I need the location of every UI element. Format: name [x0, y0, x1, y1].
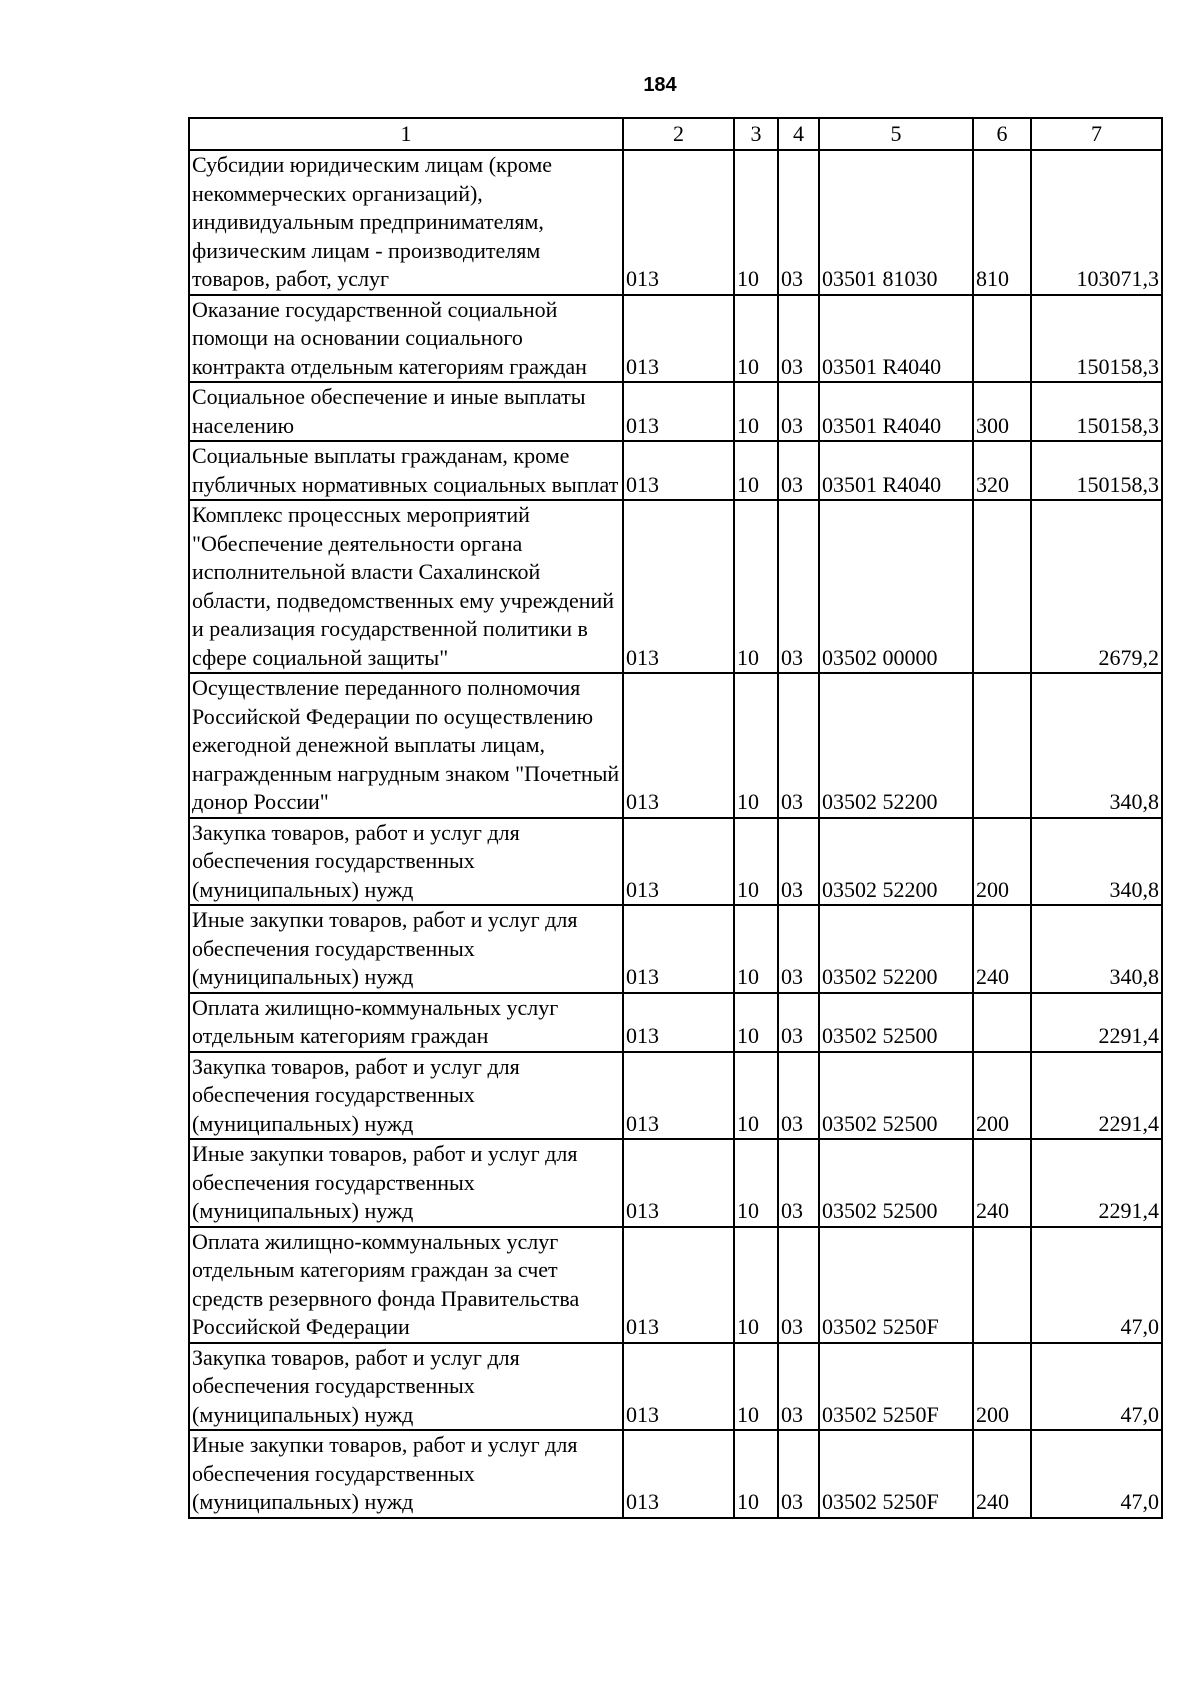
amount-cell: 150158,3 [1031, 295, 1162, 383]
ministry-code-cell: 013 [623, 673, 734, 818]
ministry-code-cell: 013 [623, 500, 734, 673]
expense-type-cell: 240 [973, 905, 1031, 993]
expense-type-cell: 320 [973, 441, 1031, 500]
expense-type-cell: 240 [973, 1139, 1031, 1227]
target-code-cell: 03502 5250F [819, 1227, 973, 1343]
expense-type-cell [973, 295, 1031, 383]
section-code-cell: 10 [734, 1052, 778, 1140]
subsection-code-cell: 03 [778, 500, 819, 673]
ministry-code-cell: 013 [623, 150, 734, 295]
ministry-code-cell: 013 [623, 1343, 734, 1431]
section-code-cell: 10 [734, 1430, 778, 1518]
row-name-cell: Социальное обеспечение и иные выплаты населению [189, 382, 623, 441]
ministry-code-cell: 013 [623, 818, 734, 906]
target-code-cell: 03501 81030 [819, 150, 973, 295]
expense-type-cell: 300 [973, 382, 1031, 441]
section-code-cell: 10 [734, 295, 778, 383]
subsection-code-cell: 03 [778, 905, 819, 993]
subsection-code-cell: 03 [778, 295, 819, 383]
expense-type-cell: 200 [973, 1052, 1031, 1140]
target-code-cell: 03501 R4040 [819, 295, 973, 383]
ministry-code-cell: 013 [623, 1139, 734, 1227]
section-code-cell: 10 [734, 818, 778, 906]
amount-cell: 340,8 [1031, 673, 1162, 818]
ministry-code-cell: 013 [623, 1227, 734, 1343]
target-code-cell: 03502 52500 [819, 1052, 973, 1140]
ministry-code-cell: 013 [623, 905, 734, 993]
row-name-cell: Иные закупки товаров, работ и услуг для обеспечения государственных (муниципальных) нужд [189, 1430, 623, 1518]
amount-cell: 150158,3 [1031, 382, 1162, 441]
expense-type-cell: 240 [973, 1430, 1031, 1518]
table-row [189, 1430, 1162, 1518]
row-name-cell: Закупка товаров, работ и услуг для обеспечения государственных (муниципальных) нужд [189, 1343, 623, 1431]
row-name-cell: Социальные выплаты гражданам, кроме публичных нормативных социальных выплат [189, 441, 623, 500]
section-code-cell: 10 [734, 150, 778, 295]
table-row [189, 818, 1162, 906]
column-header: 4 [778, 118, 819, 150]
ministry-code-cell: 013 [623, 382, 734, 441]
table-row [189, 441, 1162, 500]
row-name-cell: Иные закупки товаров, работ и услуг для обеспечения государственных (муниципальных) нужд [189, 905, 623, 993]
section-code-cell: 10 [734, 993, 778, 1052]
subsection-code-cell: 03 [778, 150, 819, 295]
amount-cell: 103071,3 [1031, 150, 1162, 295]
target-code-cell: 03502 5250F [819, 1343, 973, 1431]
target-code-cell: 03502 52200 [819, 905, 973, 993]
ministry-code-cell: 013 [623, 1430, 734, 1518]
subsection-code-cell: 03 [778, 1343, 819, 1431]
subsection-code-cell: 03 [778, 993, 819, 1052]
target-code-cell: 03502 52200 [819, 818, 973, 906]
ministry-code-cell: 013 [623, 441, 734, 500]
table-row [189, 673, 1162, 818]
ministry-code-cell: 013 [623, 1052, 734, 1140]
table-row [189, 993, 1162, 1052]
expense-type-cell: 200 [973, 1343, 1031, 1431]
row-name-cell: Оплата жилищно-коммунальных услуг отдельным категориям граждан за счет средств резервного фонда Правительства Российской Федерации [189, 1227, 623, 1343]
section-code-cell: 10 [734, 905, 778, 993]
expense-type-cell [973, 500, 1031, 673]
table-row [189, 1139, 1162, 1227]
column-header: 5 [819, 118, 973, 150]
amount-cell: 47,0 [1031, 1430, 1162, 1518]
column-header: 1 [189, 118, 623, 150]
amount-cell: 150158,3 [1031, 441, 1162, 500]
expense-type-cell: 200 [973, 818, 1031, 906]
table-row [189, 295, 1162, 383]
subsection-code-cell: 03 [778, 1430, 819, 1518]
ministry-code-cell: 013 [623, 993, 734, 1052]
amount-cell: 2291,4 [1031, 993, 1162, 1052]
subsection-code-cell: 03 [778, 1227, 819, 1343]
row-name-cell: Закупка товаров, работ и услуг для обеспечения государственных (муниципальных) нужд [189, 1052, 623, 1140]
subsection-code-cell: 03 [778, 1052, 819, 1140]
row-name-cell: Оплата жилищно-коммунальных услуг отдельным категориям граждан [189, 993, 623, 1052]
amount-cell: 47,0 [1031, 1343, 1162, 1431]
amount-cell: 2291,4 [1031, 1052, 1162, 1140]
subsection-code-cell: 03 [778, 818, 819, 906]
table-row [189, 1052, 1162, 1140]
target-code-cell: 03502 52500 [819, 993, 973, 1052]
column-header: 2 [623, 118, 734, 150]
table-row [189, 500, 1162, 673]
section-code-cell: 10 [734, 382, 778, 441]
page-number: 184 [643, 74, 677, 96]
section-code-cell: 10 [734, 1343, 778, 1431]
subsection-code-cell: 03 [778, 382, 819, 441]
target-code-cell: 03502 5250F [819, 1430, 973, 1518]
target-code-cell: 03502 52200 [819, 673, 973, 818]
table-row [189, 1227, 1162, 1343]
row-name-cell: Субсидии юридическим лицам (кроме некоммерческих организаций), индивидуальным предпринимателям, физическим лицам - производителям товаров, работ, услуг [189, 150, 623, 295]
target-code-cell: 03502 52500 [819, 1139, 973, 1227]
row-name-cell: Иные закупки товаров, работ и услуг для обеспечения государственных (муниципальных) нужд [189, 1139, 623, 1227]
section-code-cell: 10 [734, 673, 778, 818]
section-code-cell: 10 [734, 1227, 778, 1343]
row-name-cell: Закупка товаров, работ и услуг для обеспечения государственных (муниципальных) нужд [189, 818, 623, 906]
ministry-code-cell: 013 [623, 295, 734, 383]
row-name-cell: Осуществление переданного полномочия Российской Федерации по осуществлению ежегодной денежной выплаты лицам, награжденным нагрудным знаком "Почетный донор России" [189, 673, 623, 818]
target-code-cell: 03502 00000 [819, 500, 973, 673]
table-row [189, 382, 1162, 441]
row-name-cell: Комплекс процессных мероприятий "Обеспечение деятельности органа исполнительной власти Сахалинской области, подведомственных ему учреждений и реализация государственной политики в сфере социальной защиты" [189, 500, 623, 673]
amount-cell: 340,8 [1031, 905, 1162, 993]
subsection-code-cell: 03 [778, 1139, 819, 1227]
section-code-cell: 10 [734, 1139, 778, 1227]
column-header: 3 [734, 118, 778, 150]
table-row [189, 1343, 1162, 1431]
table-row [189, 150, 1162, 295]
header-row [189, 118, 1162, 150]
budget-table [188, 117, 1163, 1519]
amount-cell: 340,8 [1031, 818, 1162, 906]
expense-type-cell [973, 993, 1031, 1052]
amount-cell: 47,0 [1031, 1227, 1162, 1343]
section-code-cell: 10 [734, 500, 778, 673]
subsection-code-cell: 03 [778, 673, 819, 818]
expense-type-cell [973, 673, 1031, 818]
target-code-cell: 03501 R4040 [819, 382, 973, 441]
table-row [189, 905, 1162, 993]
expense-type-cell [973, 1227, 1031, 1343]
section-code-cell: 10 [734, 441, 778, 500]
column-header: 6 [973, 118, 1031, 150]
amount-cell: 2291,4 [1031, 1139, 1162, 1227]
subsection-code-cell: 03 [778, 441, 819, 500]
row-name-cell: Оказание государственной социальной помощи на основании социального контракта отдельным категориям граждан [189, 295, 623, 383]
column-header: 7 [1031, 118, 1162, 150]
target-code-cell: 03501 R4040 [819, 441, 973, 500]
amount-cell: 2679,2 [1031, 500, 1162, 673]
expense-type-cell: 810 [973, 150, 1031, 295]
